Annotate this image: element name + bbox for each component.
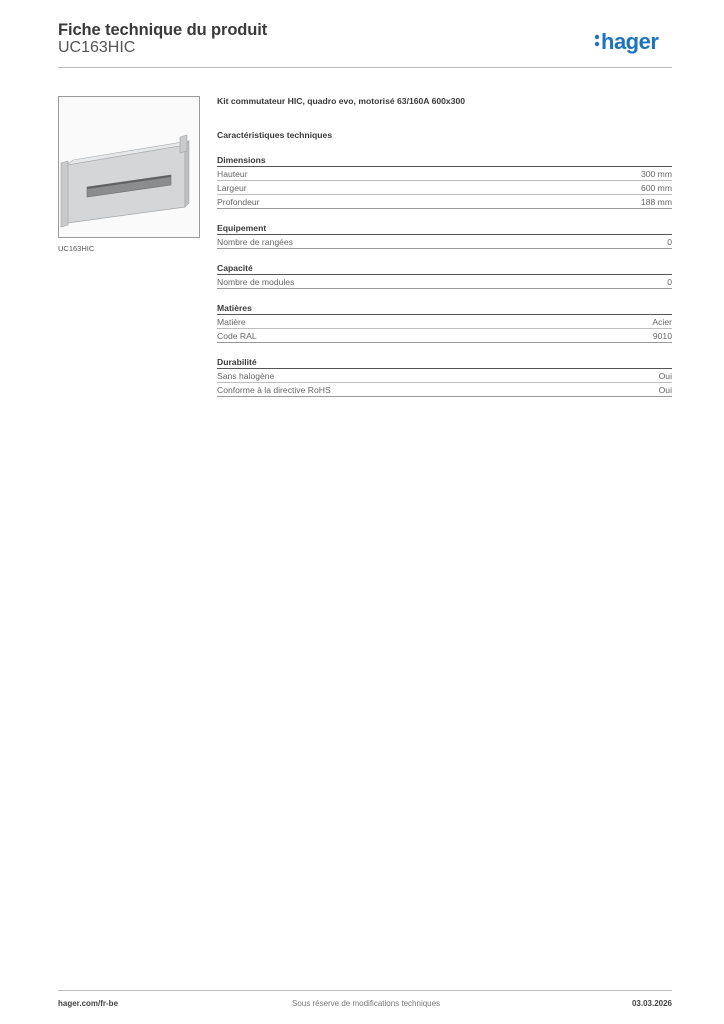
spec-row <box>217 181 672 195</box>
spec-group-equipment <box>217 222 672 249</box>
spec-value: 188 mm <box>640 197 672 207</box>
header-divider <box>58 67 672 68</box>
hager-logo[interactable] <box>594 28 674 56</box>
group-title: Equipement <box>217 223 267 233</box>
spec-row <box>217 167 672 181</box>
document-title: Fiche technique du produit <box>58 21 268 39</box>
svg-text:hager: hager <box>601 29 659 54</box>
disclaimer: Sous réserve de modifications techniques <box>292 999 441 1008</box>
document-date: 03.03.2026 <box>631 999 672 1008</box>
group-title: Dimensions <box>217 155 266 165</box>
spec-value: 0 <box>667 237 672 247</box>
group-title: Matières <box>217 303 252 313</box>
spec-label: Largeur <box>217 183 247 193</box>
product-reference: UC163HIC <box>58 39 136 56</box>
spec-value: 0 <box>667 277 672 287</box>
spec-caption: Caractéristiques techniques <box>217 130 333 140</box>
spec-label: Nombre de modules <box>217 277 295 287</box>
spec-row <box>217 275 672 289</box>
spec-label: Code RAL <box>217 331 257 341</box>
spec-row <box>217 329 672 343</box>
product-image <box>58 96 200 238</box>
group-title: Capacité <box>217 263 253 273</box>
product-description: Kit commutateur HIC, quadro evo, motorisé 63/160A 600x300 <box>217 96 466 106</box>
spec-label: Hauteur <box>217 169 248 179</box>
spec-row <box>217 315 672 329</box>
spec-group-durability <box>217 356 672 397</box>
spec-label: Conforme à la directive RoHS <box>217 385 331 395</box>
spec-value: 9010 <box>652 331 672 341</box>
group-title: Durabilité <box>217 357 257 367</box>
spec-row <box>217 383 672 397</box>
spec-label: Profondeur <box>217 197 260 207</box>
image-caption: UC163HIC <box>58 244 95 253</box>
spec-value: Oui <box>658 385 672 395</box>
spec-value: Acier <box>652 317 672 327</box>
spec-label: Nombre de rangées <box>217 237 293 247</box>
spec-row <box>217 235 672 249</box>
spec-value: 300 mm <box>640 169 672 179</box>
spec-group-capacity <box>217 262 672 289</box>
spec-row <box>217 195 672 209</box>
spec-group-materials <box>217 302 672 343</box>
spec-group-dimensions <box>217 154 672 209</box>
footer-divider <box>58 990 672 991</box>
spec-label: Sans halogène <box>217 371 275 381</box>
spec-value: 600 mm <box>640 183 672 193</box>
spec-value: Oui <box>658 371 672 381</box>
technical-specifications <box>217 95 672 397</box>
spec-label: Matière <box>217 317 246 327</box>
website-link[interactable]: hager.com/fr-be <box>58 999 119 1008</box>
spec-row <box>217 369 672 383</box>
